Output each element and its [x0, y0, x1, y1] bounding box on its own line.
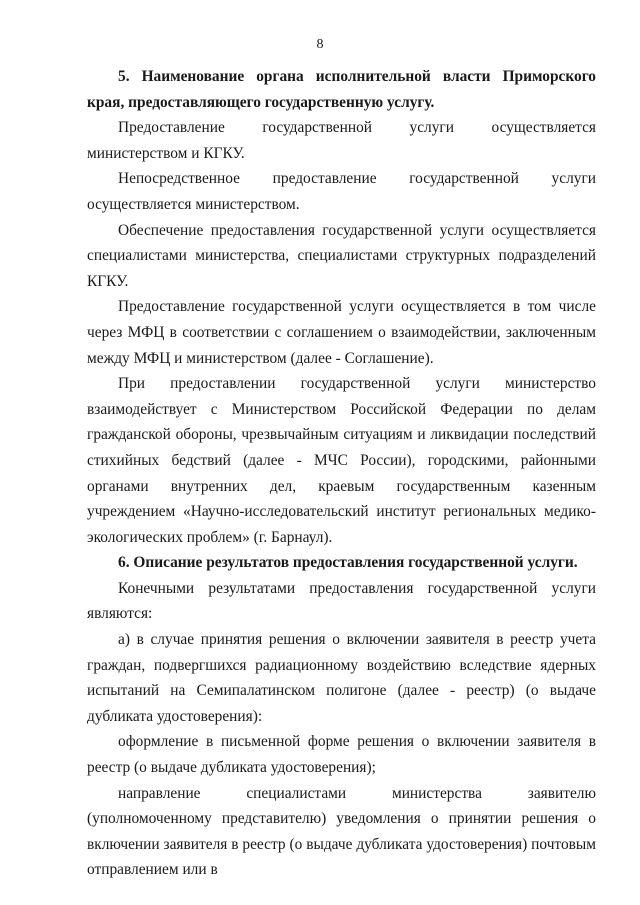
paragraph: Предоставление государственной услуги осуществляется министерством и КГКУ. — [87, 119, 596, 162]
paragraph: При предоставлении государственной услуги министерство взаимодействует с Министерством Российской Федерации по делам гражданской обороны, чрезвычайным ситуациям и ликвидации последствий стихийных бедствий (далее - МЧС России), городскими, районными органами внутренних дел, краевым государственным казенным учреждением «Научно-исследовательский институт региональных медико-экологических проблем» (г. Барнаул). — [87, 375, 596, 546]
paragraph: Предоставление государственной услуги осуществляется в том числе через МФЦ в соответствии с соглашением о взаимодействии, заключенным между МФЦ и министерством (далее - Соглашение). — [87, 298, 596, 367]
section-5-heading: 5. Наименование органа исполнительной власти Приморского края, предоставляющего государственную услугу. — [87, 68, 596, 111]
paragraph: Непосредственное предоставление государственной услуги осуществляется министерством. — [87, 170, 596, 213]
document-body — [87, 64, 596, 883]
page-number: 8 — [316, 37, 324, 52]
section-6-heading: 6. Описание результатов предоставления государственной услуги. — [118, 554, 578, 572]
paragraph: Конечными результатами предоставления государственной услуги являются: — [87, 579, 596, 623]
paragraph: Обеспечение предоставления государственной услуги осуществляется специалистами министерства, специалистами структурных подразделений КГКУ. — [87, 221, 596, 290]
paragraph: а) в случае принятия решения о включении заявителя в реестр учета граждан, подвергшихся радиационному воздействию вследствие ядерных испытаний на Семипалатинском полигоне (далее - реестр) (о выдаче дубликата удостоверения): — [87, 631, 596, 725]
paragraph: направление специалистами министерства заявителю (уполномоченному представителю) уведомления о принятии решения о включении заявителя в реестр (о выдаче дубликата удостоверения) почтовым отправлением или в — [87, 784, 596, 879]
paragraph: оформление в письменной форме решения о включении заявителя в реестр (о выдаче дубликата удостоверения); — [87, 733, 596, 777]
